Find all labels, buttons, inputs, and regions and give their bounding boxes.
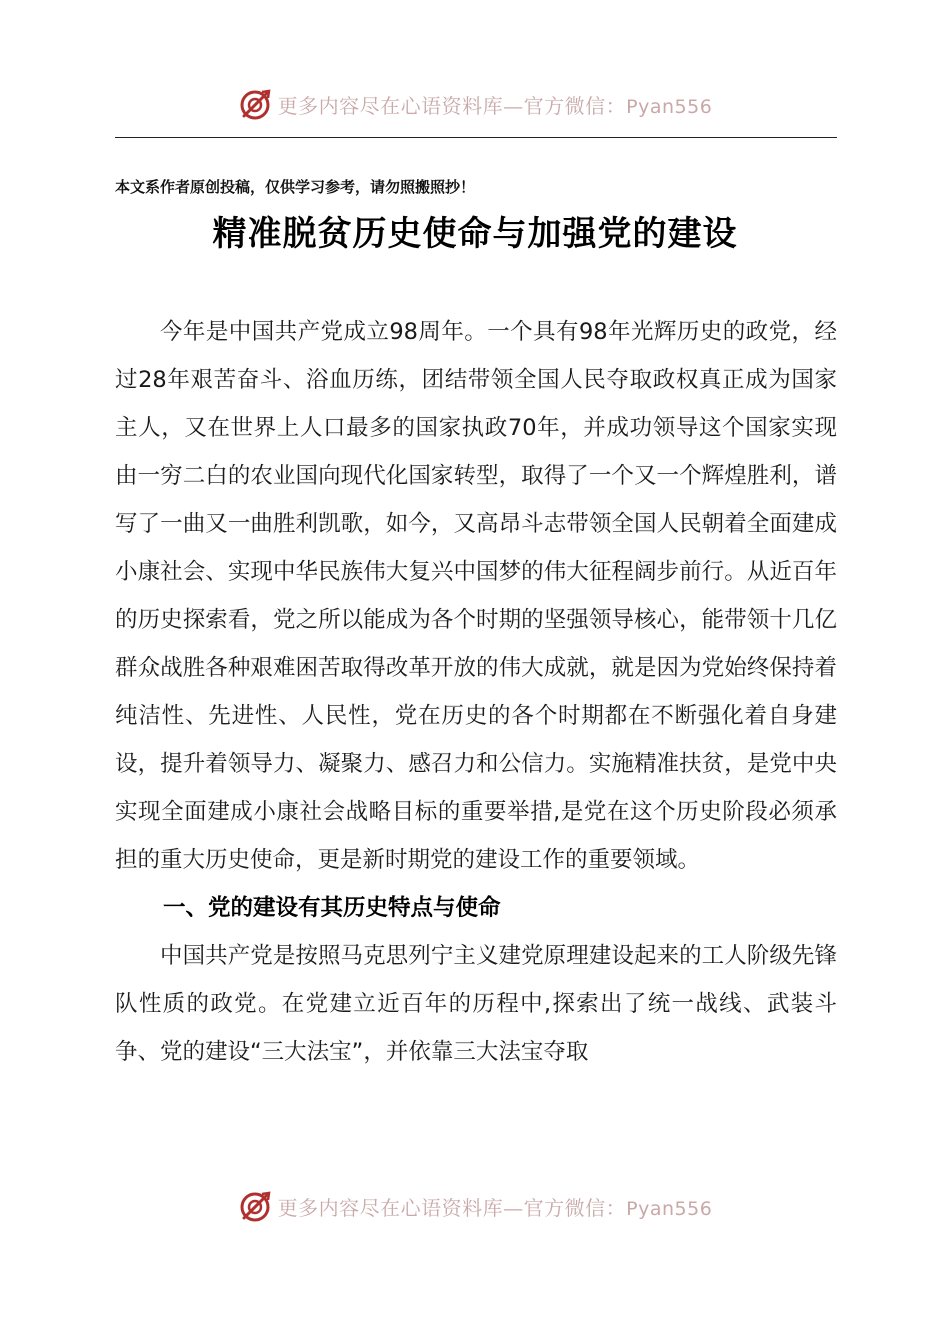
header-banner-label: 更多内容尽在心语资料库—官方微信：: [277, 93, 627, 118]
header-banner-text: [278, 90, 713, 119]
footer-banner: [0, 1186, 950, 1226]
document-title: 精准脱贫历史使命与加强党的建设: [212, 214, 738, 254]
header-divider: [115, 137, 837, 138]
footer-wechat-id: Pyan556: [626, 1197, 713, 1220]
copyright-notice: 本文系作者原创投稿，仅供学习参考，请勿照搬照抄！: [115, 178, 476, 196]
document-body: [115, 308, 837, 1076]
brand-logo-icon: [238, 86, 274, 122]
header-wechat-id: Pyan556: [626, 95, 713, 118]
header-banner: [0, 84, 950, 124]
footer-banner-text: [278, 1192, 713, 1221]
brand-logo-icon: [238, 1188, 274, 1224]
paragraph-section-1: 中国共产党是按照马克思列宁主义建党原理建设起来的工人阶级先锋队性质的政党。在党建立近百年的历程中,探索出了统一战线、武装斗争、党的建设“三大法宝”，并依靠三大法宝夺取: [115, 943, 837, 1065]
section-heading-1: 一、党的建设有其历史特点与使命: [163, 895, 501, 921]
paragraph-intro: 今年是中国共产党成立98周年。一个具有98年光辉历史的政党，经过28年艰苦奋斗、浴血历练，团结带领全国人民夺取政权真正成为国家主人，又在世界上人口最多的国家执政70年，并成功领导这个国家实现由一穷二白的农业国向现代化国家转型，取得了一个又一个辉煌胜利，谱写了一曲又一曲胜利凯歌，如今，又高昂斗志带领全国人民朝着全面建成小康社会、实现中华民族伟大复兴中国梦的伟大征程阔步前行。从近百年的历史探索看，党之所以能成为各个时期的坚强领导核心，能带领十几亿群众战胜各种艰难困苦取得改革开放的伟大成就，就是因为党始终保持着纯洁性、先进性、人民性，党在历史的各个时期都在不断强化着自身建设，提升着领导力、凝聚力、感召力和公信力。实施精准扶贫，是党中央实现全面建成小康社会战略目标的重要举措,是党在这个历史阶段必须承担的重大历史使命，更是新时期党的建设工作的重要领域。: [115, 319, 837, 873]
footer-banner-label: 更多内容尽在心语资料库—官方微信：: [277, 1195, 627, 1220]
